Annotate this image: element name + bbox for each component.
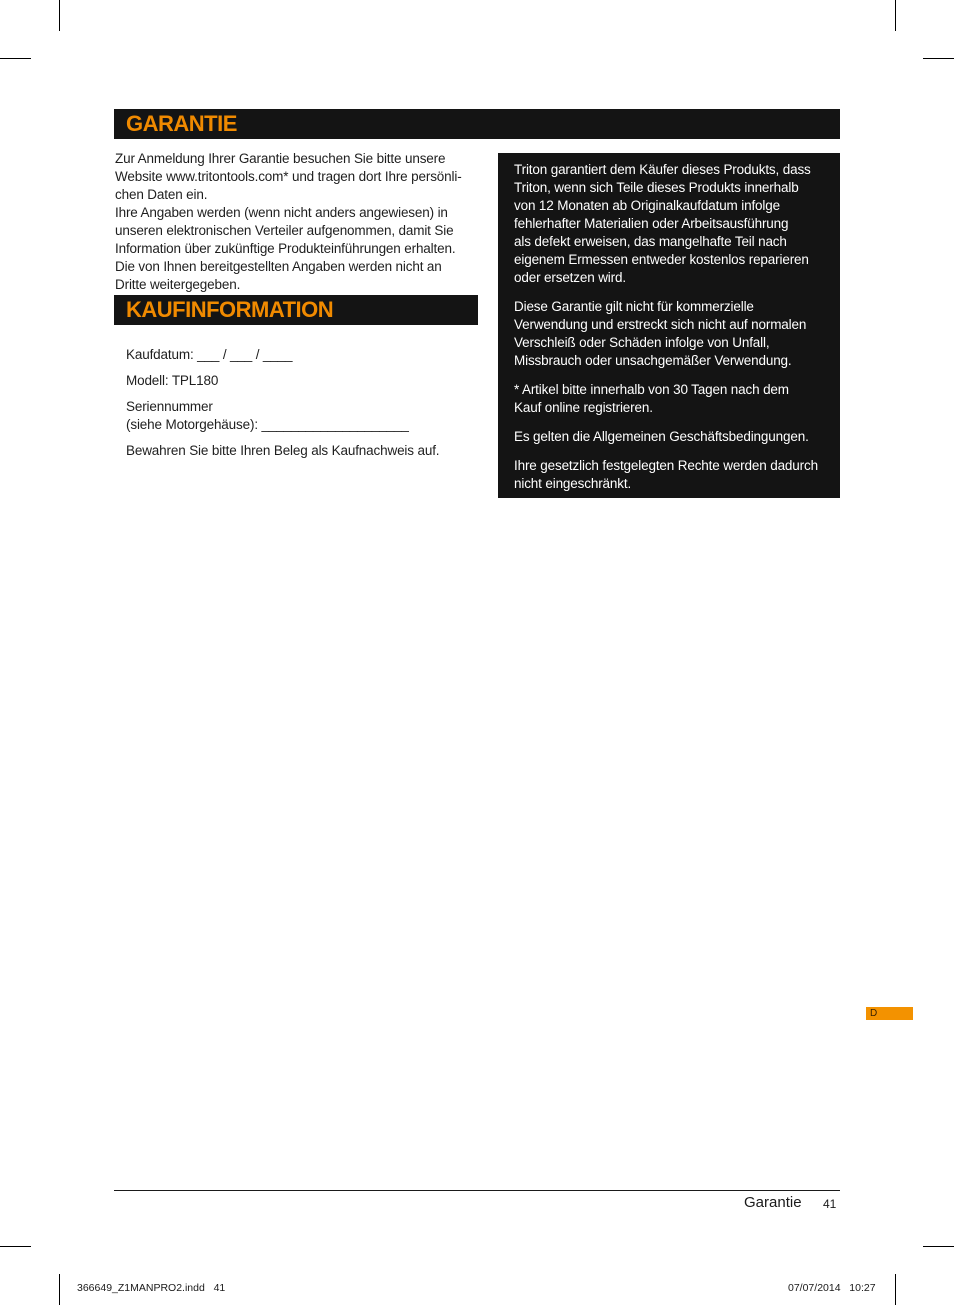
- warranty-paragraph: [514, 298, 828, 370]
- text-line: Ihre gesetzlich festgelegten Rechte werden dadurch: [514, 458, 818, 473]
- purchase-info: [126, 346, 486, 468]
- text-line: Website www.tritontools.com* und tragen dort Ihre persönli-: [115, 169, 462, 184]
- text-line: unseren elektronischen Verteiler aufgenommen, damit Sie: [115, 223, 454, 238]
- intro-paragraph-1: [115, 150, 480, 204]
- text-line: von 12 Monaten ab Originalkaufdatum infolge: [514, 198, 780, 213]
- serial-number-field: (siehe Motorgehäuse): ____________________: [126, 417, 409, 432]
- text-line: fehlerhafter Materialien oder Arbeitsausführung: [514, 216, 789, 231]
- footer-rule: [114, 1190, 840, 1191]
- slug-filename: 366649_Z1MANPRO2.indd 41: [77, 1282, 226, 1294]
- text-line: chen Daten ein.: [115, 187, 208, 202]
- text-line: Missbrauch oder unsachgemäßer Verwendung.: [514, 353, 792, 368]
- slug-datetime: 07/07/2014 10:27: [788, 1282, 876, 1294]
- text-line: Zur Anmeldung Ihrer Garantie besuchen Sie bitte unsere: [115, 151, 446, 166]
- purchase-heading: KAUFINFORMATION: [114, 295, 478, 325]
- intro-paragraph-2: [115, 204, 480, 294]
- text-line: eigenem Ermessen entweder kostenlos reparieren: [514, 252, 809, 267]
- text-line: Triton, wenn sich Teile dieses Produkts innerhalb: [514, 180, 799, 195]
- crop-mark: [923, 1246, 954, 1247]
- warranty-paragraph: [514, 428, 828, 446]
- model-line: Modell: TPL180: [126, 373, 219, 388]
- footer-section-title: Garantie: [744, 1194, 802, 1211]
- warranty-terms-box: [498, 153, 840, 498]
- text-line: Ihre Angaben werden (wenn nicht anders angewiesen) in: [115, 205, 448, 220]
- text-line: Kauf online registrieren.: [514, 400, 653, 415]
- crop-mark: [923, 58, 954, 59]
- page-number: 41: [823, 1197, 837, 1211]
- text-line: Verschleiß oder Schäden infolge von Unfall,: [514, 335, 770, 350]
- serial-number-block: [126, 398, 486, 434]
- warranty-paragraph: [514, 381, 828, 417]
- warranty-paragraph: [514, 457, 828, 493]
- crop-mark: [59, 1274, 60, 1305]
- text-line: oder ersetzen wird.: [514, 270, 626, 285]
- text-line: Triton garantiert dem Käufer dieses Produkts, dass: [514, 162, 811, 177]
- crop-mark: [895, 0, 896, 31]
- warranty-intro: [115, 150, 480, 294]
- text-line: Information über zukünftige Produkteinführungen erhalten.: [115, 241, 456, 256]
- crop-mark: [0, 58, 31, 59]
- warranty-heading: GARANTIE: [114, 109, 840, 139]
- text-line: Die von Ihnen bereitgestellten Angaben werden nicht an: [115, 259, 442, 274]
- text-line: Verwendung und erstreckt sich nicht auf normalen: [514, 317, 807, 332]
- text-line: Dritte weitergegeben.: [115, 277, 241, 292]
- purchase-date-line: Kaufdatum: ___ / ___ / ____: [126, 347, 293, 362]
- text-line: als defekt erweisen, das mangelhafte Teil nach: [514, 234, 787, 249]
- text-line: Es gelten die Allgemeinen Geschäftsbedingungen.: [514, 429, 809, 444]
- text-line: nicht eingeschränkt.: [514, 476, 632, 491]
- crop-mark: [0, 1246, 31, 1247]
- crop-mark: [59, 0, 60, 31]
- serial-number-label: Seriennummer: [126, 399, 213, 414]
- crop-mark: [895, 1274, 896, 1305]
- text-line: Diese Garantie gilt nicht für kommerzielle: [514, 299, 754, 314]
- text-line: * Artikel bitte innerhalb von 30 Tagen nach dem: [514, 382, 789, 397]
- receipt-note: Bewahren Sie bitte Ihren Beleg als Kaufnachweis auf.: [126, 443, 440, 458]
- warranty-paragraph: [514, 161, 828, 287]
- language-tab: D: [866, 1007, 913, 1020]
